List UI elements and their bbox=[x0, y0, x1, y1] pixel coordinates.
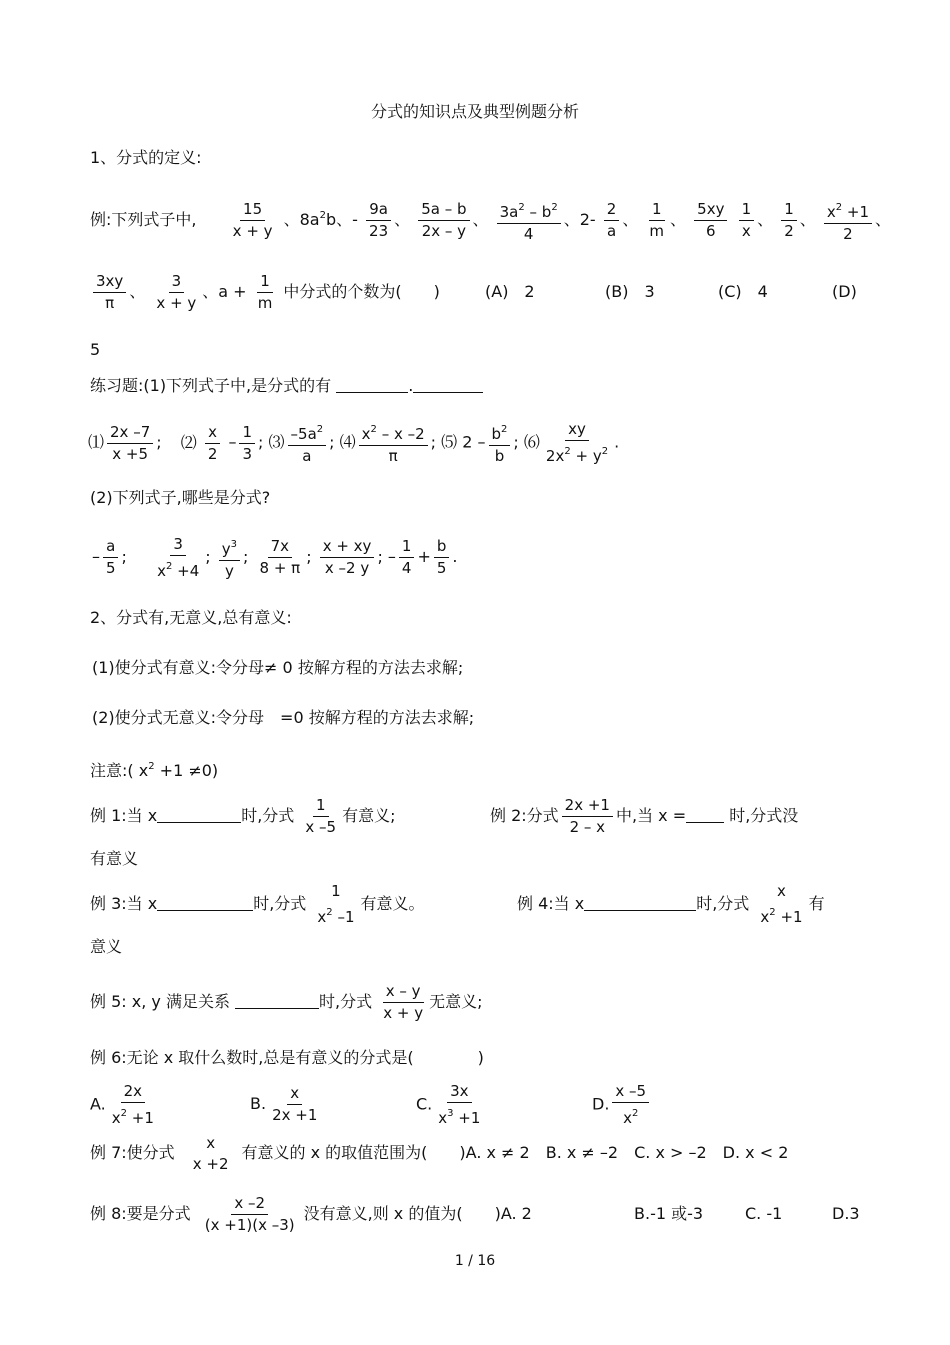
practice-1-items: ⑴ $\frac{2x -7}{x +5}$ ; ⑵ $\frac{x}{2}$ – $\frac{1}{3}$ ; ⑶ $\frac{-5a^2}{a}$ ; ⑷ $\frac{x^2 - x -2}{\pi}$ ; ⑸ 2 – $\frac{b^2}{b}$ ; ⑹ $\frac{xy}{2x^2 + y^2}$ . bbox=[88, 420, 620, 465]
practice-1: 练习题:(1)下列式子中,是分式的有 . bbox=[90, 376, 483, 396]
option-a: (A) 2 bbox=[485, 282, 535, 301]
example-6: 例 6:无论 x 取什么数时,总是有意义的分式是( ) bbox=[90, 1048, 484, 1067]
fraction-6: $\frac{2}{a}$ bbox=[604, 200, 620, 241]
example-7: 例 7:使分式 x x +2 有意义的 x 的取值范围为( )A. x ≠ 2 B. x ≠ –2 C. x > –2 D. x < 2 bbox=[90, 1133, 789, 1173]
option-d: (D) bbox=[832, 282, 857, 301]
fraction-12: $\frac{3xy}{\pi}$ bbox=[93, 272, 126, 313]
practice-2-items: – $\frac{a}{5}$ ; $\frac{3}{x^2 +4}$ ; $\frac{y^3}{y}$ ; $\frac{7x}{8 + \pi}$ ; $\frac{x + xy}{x -2 y}$ ; – $\frac{1}{4}$ + $\frac{b}{5}$ . bbox=[92, 534, 458, 580]
fraction-7: $\frac{1}{m}$ bbox=[649, 200, 665, 240]
example-1: 例 1:当 x 时,分式 $\frac{1}{x -5}$ 有意义; bbox=[90, 796, 396, 836]
fraction-10: $\frac{1}{2}$ bbox=[781, 200, 797, 241]
fraction-14: $\frac{1}{m}$ bbox=[257, 272, 273, 312]
rule-2: (2)使分式无意义:令分母 =0 按解方程的方法去求解; bbox=[92, 708, 475, 727]
option-c: (C) 4 bbox=[718, 282, 768, 301]
page-number: 1 / 16 bbox=[454, 1253, 496, 1269]
example-row-2: $\frac{3xy}{\pi}$ 、 $\frac{3}{x + y}$ 、a + $\frac{1}{m}$ 中分式的个数为( ) (A) 2 (B) 3 (C) 4 (D) bbox=[90, 270, 860, 314]
page-title: 分式的知识点及典型例题分析 bbox=[370, 102, 579, 121]
example-4: 例 4:当 x 时,分式 x $x^2 +1$ 有 bbox=[517, 882, 825, 926]
fraction-8: $\frac{5xy}{6}$ bbox=[694, 200, 727, 241]
fraction-13: $\frac{3}{x + y}$ bbox=[156, 272, 197, 312]
section-2-heading: 2、分式有,无意义,总有意义: bbox=[90, 608, 292, 627]
example-4-cont: 意义 bbox=[90, 937, 123, 956]
example-3: 例 3:当 x 时,分式 1 $x^2$ –1 有意义。 bbox=[90, 882, 425, 926]
fraction-11: $\frac{x^2 +1}{2}$ bbox=[824, 198, 872, 244]
example-row-1: 例:下列式子中, $\frac{15}{x + y}$ 、$8a^2b$、- $\frac{9a}{23}$ 、 $\frac{5a - b}{2x - y}$ 、 $\frac{3a^2 - b^2}{4}$ 、2- $\frac{2}{a}$ 、 $\frac{1}{m}$ 、 $\frac{5xy}{6}$ $\frac{1}{x}$ 、 $\frac{1}{2}$ 、 $\frac{x^2 +1}{2}$ 、 bbox=[90, 194, 891, 244]
fraction-3: $\frac{9a}{23}$ bbox=[366, 200, 391, 241]
section-1-heading: 1、分式的定义: bbox=[90, 148, 202, 167]
example-2-cont: 有意义 bbox=[90, 849, 139, 868]
option-b: (B) 3 bbox=[605, 282, 655, 301]
option-d-value: 5 bbox=[90, 340, 101, 359]
fraction-9: $\frac{1}{x}$ bbox=[739, 200, 755, 241]
fraction-1: $\frac{15}{x + y}$ bbox=[232, 200, 273, 240]
fraction-5: $\frac{3a^2 - b^2}{4}$ bbox=[497, 198, 561, 244]
example-2: 例 2:分式 $\frac{2x +1}{2 - x}$ 中,当 x = 时,分式没 bbox=[490, 796, 799, 836]
example-question: 中分式的个数为( ) bbox=[283, 282, 440, 301]
note: 注意:( $x^2 +1 \ne 0$) bbox=[90, 761, 219, 780]
example-8: 例 8:要是分式 $\frac{x -2}{(x +1)(x -3)}$ 没有意义,则 x 的值为( )A. 2 B.-1 或-3 C. -1 D.3 bbox=[90, 1194, 860, 1234]
rule-1: (1)使分式有意义:令分母≠ 0 按解方程的方法去求解; bbox=[92, 658, 464, 677]
practice-2: (2)下列式子,哪些是分式? bbox=[90, 488, 271, 507]
fraction-4: $\frac{5a - b}{2x - y}$ bbox=[418, 200, 469, 241]
example-6-options: A. $\frac{2x}{x^2 +1}$ B. $\frac{x}{2x +1}$ C. $\frac{3x}{x^3 +1}$ D. $\frac{x -5}{x^2}$ bbox=[90, 1082, 870, 1128]
example-intro: 例:下列式子中, bbox=[90, 210, 197, 229]
example-5: 例 5: x, y 满足关系 时,分式 $\frac{x - y}{x + y}$ 无意义; bbox=[90, 982, 483, 1022]
